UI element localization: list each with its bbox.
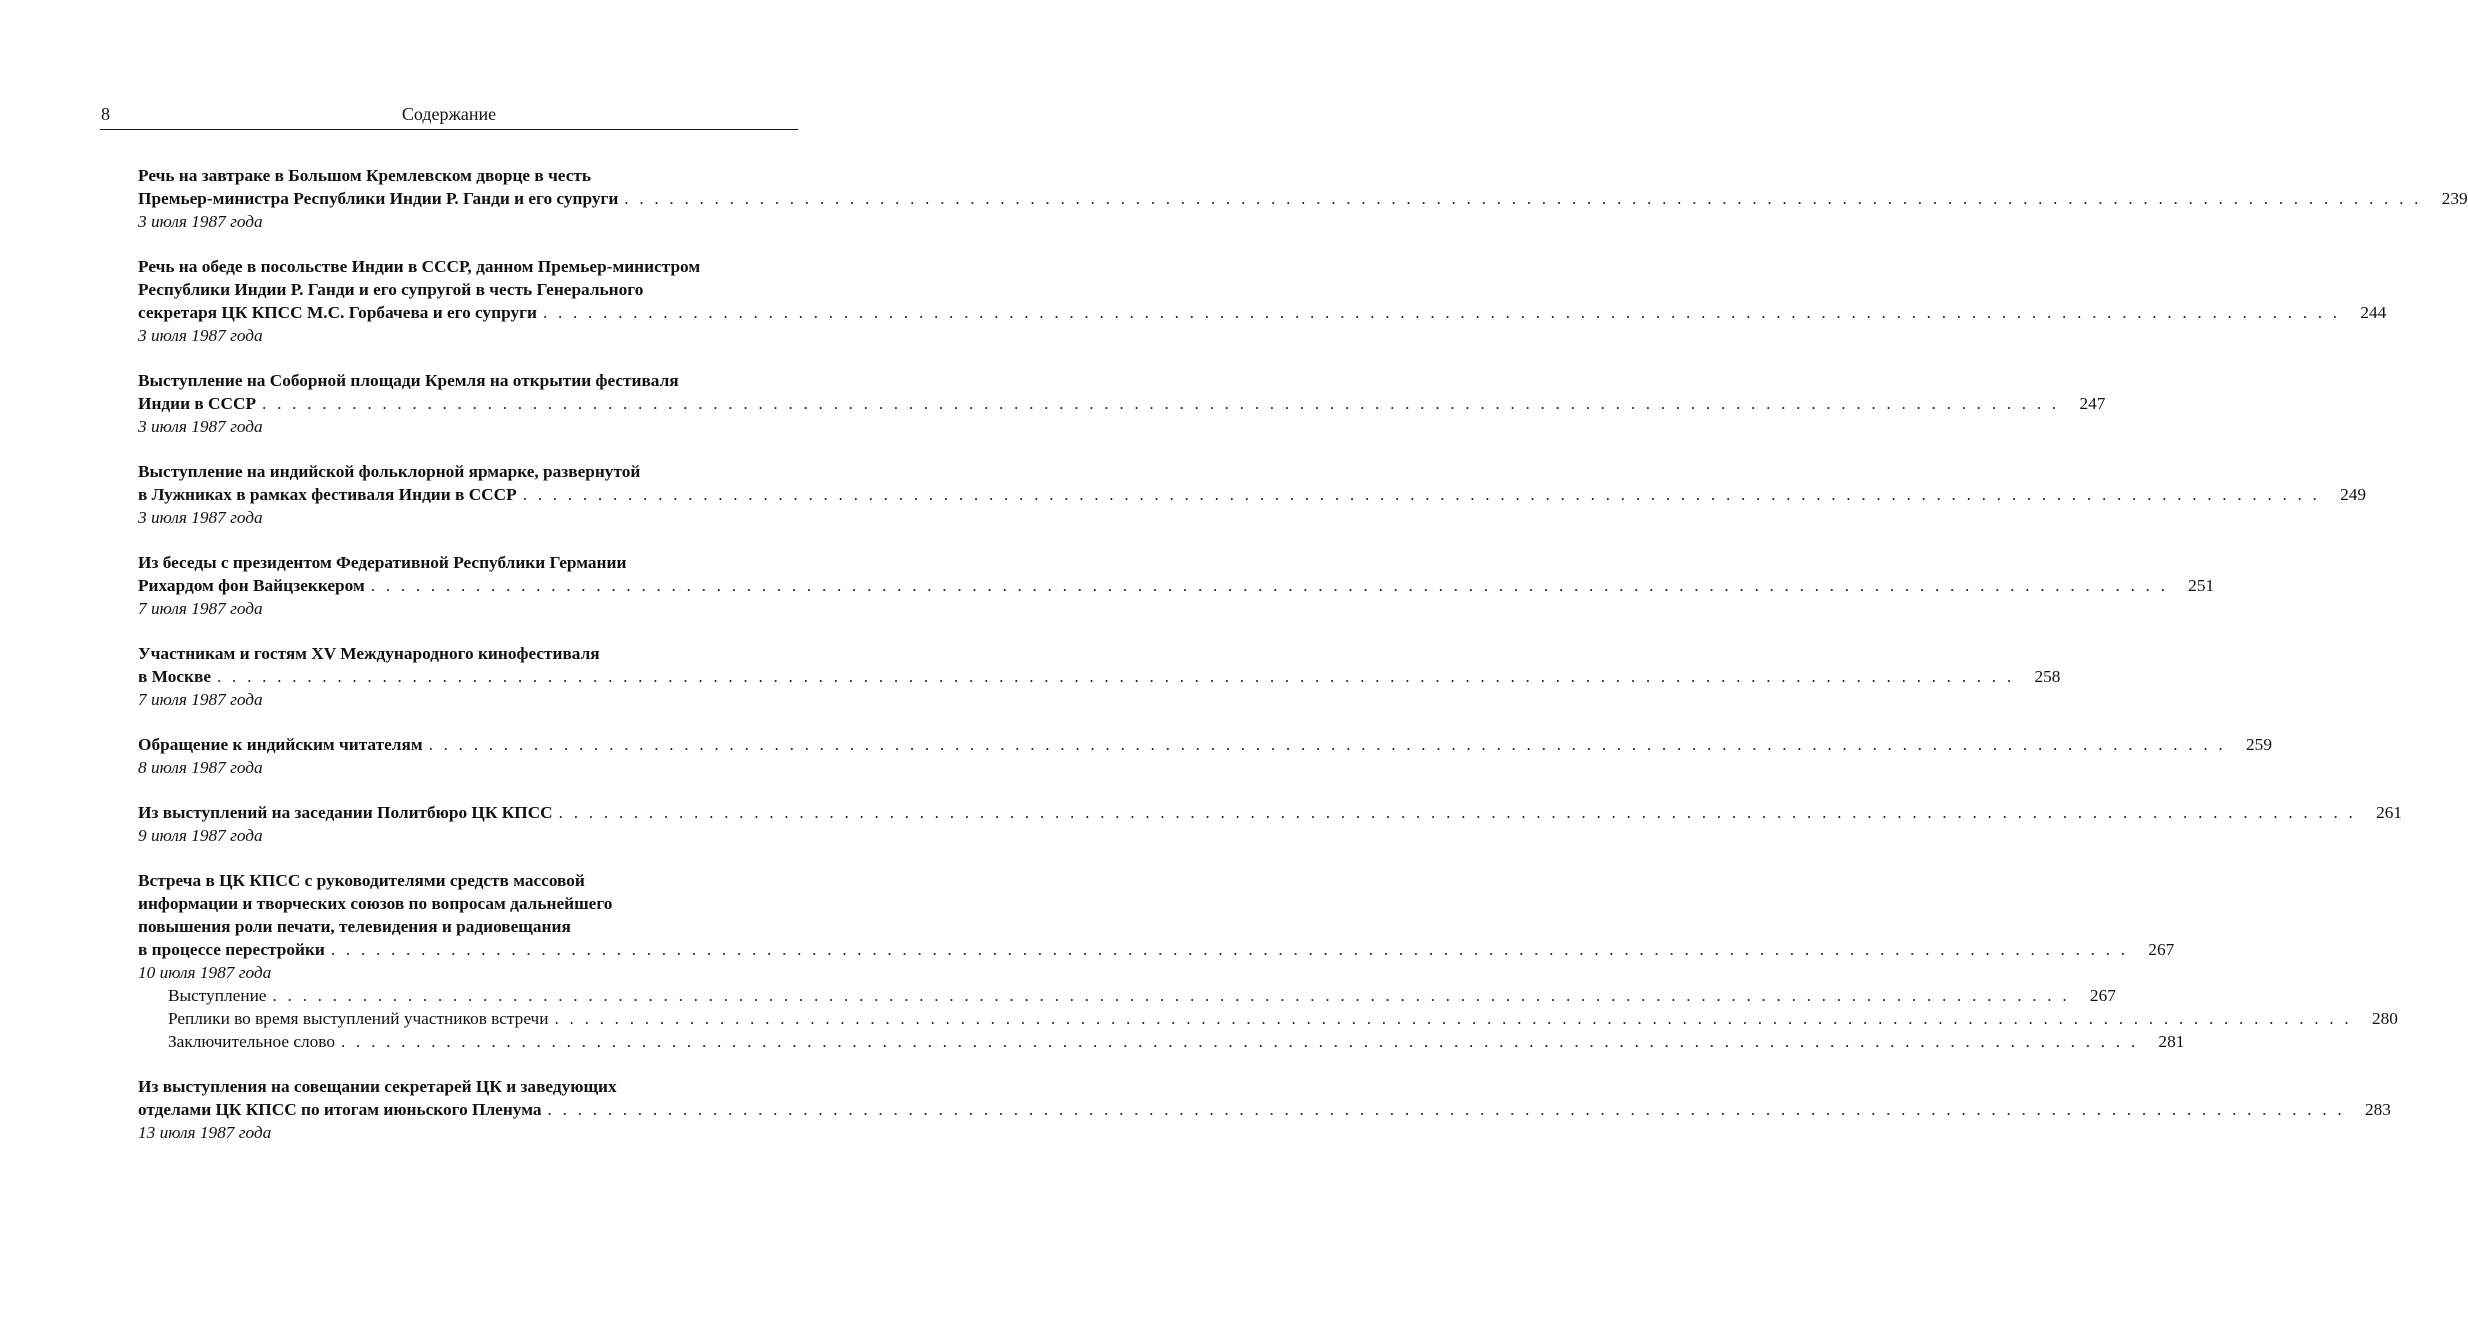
toc-subentry-label: Выступление [168, 986, 267, 1005]
toc-page-number: 247 [2079, 394, 2106, 413]
toc-entry [138, 551, 2215, 620]
toc-entry [138, 460, 2367, 529]
page-number: 8 [101, 104, 110, 124]
dot-leader: . . . . . . . . . . . . . . . . . . . . . . . . . . . . . . . . . . . . . . . . . . . . . . . . . . . . . . . . . . . . . . . . . . . . . . . . . . . . . . . . . . . . . . . . . . . . . . . . . . . . . . . . . . . . . . . . . . . . . . . . [542, 303, 2341, 322]
toc-page-number: 259 [2246, 735, 2272, 754]
toc-entry-date: 9 июля 1987 года [138, 826, 263, 845]
dot-leader: . . . . . . . . . . . . . . . . . . . . . . . . . . . . . . . . . . . . . . . . . . . . . . . . . . . . . . . . . . . . . . . . . . . . . . . . . . . . . . . . . . . . . . . . . . . . . . . . . . . . . . . . . . . . . . . . . . . . . . . . [262, 394, 2060, 413]
toc-entry-title-last-line [138, 483, 2367, 506]
toc-entry-title-last-line [138, 938, 2175, 961]
toc-page-number: 281 [2158, 1032, 2185, 1051]
toc-entry-date: 13 июля 1987 года [138, 1123, 272, 1142]
toc-entry-title-line: информации и творческих союзов по вопросам дальнейшего [138, 894, 613, 913]
toc-entry-date: 3 июля 1987 года [138, 326, 263, 345]
toc-entry-title-line: Речь на завтраке в Большом Кремлевском дворце в честь [138, 166, 591, 185]
toc-entry [138, 369, 2106, 438]
toc-entry-title-line: Речь на обеде в посольстве Индии в СССР, данном Премьер-министром [138, 257, 701, 276]
dot-leader: . . . . . . . . . . . . . . . . . . . . . . . . . . . . . . . . . . . . . . . . . . . . . . . . . . . . . . . . . . . . . . . . . . . . . . . . . . . . . . . . . . . . . . . . . . . . . . . . . . . . . . . . . . . . . . . . . . . . . . . . [330, 940, 2129, 959]
toc-entry-title-text: Рихардом фон Вайцзеккером [138, 576, 365, 595]
dot-leader: . . . . . . . . . . . . . . . . . . . . . . . . . . . . . . . . . . . . . . . . . . . . . . . . . . . . . . . . . . . . . . . . . . . . . . . . . . . . . . . . . . . . . . . . . . . . . . . . . . . . . . . . . . . . . . . . . . . . . . . . [340, 1032, 2139, 1051]
toc-entry-date: 8 июля 1987 года [138, 758, 263, 777]
toc-entry-title-last-line [138, 392, 2106, 415]
toc-page-number: 251 [2188, 576, 2215, 595]
toc-subentry [138, 1030, 2185, 1053]
dot-leader: . . . . . . . . . . . . . . . . . . . . . . . . . . . . . . . . . . . . . . . . . . . . . . . . . . . . . . . . . . . . . . . . . . . . . . . . . . . . . . . . . . . . . . . . . . . . . . . . . . . . . . . . . . . . . . . . . . . . . . . . [217, 667, 2015, 686]
toc-subentry-label: Реплики во время выступлений участников встречи [168, 1009, 549, 1028]
toc-entry-title-line: Из беседы с президентом Федеративной Республики Германии [138, 553, 627, 572]
toc-page-number: 267 [2148, 940, 2175, 959]
toc-entry-title-text: в Лужниках в рамках фестиваля Индии в СССР [138, 485, 517, 504]
toc-entry [138, 255, 2387, 347]
toc-page-number: 244 [2360, 303, 2387, 322]
toc-entry-title-line: Встреча в ЦК КПСС с руководителями средств массовой [138, 871, 585, 890]
toc-page-number: 249 [2340, 485, 2367, 504]
toc-entry-title-line: повышения роли печати, телевидения и радиовещания [138, 917, 571, 936]
toc-entry-title-last-line [138, 665, 2061, 688]
running-header [100, 103, 798, 130]
toc-entry-title-line: Республики Индии Р. Ганди и его супругой в честь Генерального [138, 280, 644, 299]
toc-entry-title-text: Индии в СССР [138, 394, 257, 413]
toc-entry-date: 3 июля 1987 года [138, 508, 263, 527]
toc-entry-title-last-line [138, 1098, 2391, 1121]
toc-entry-title-text: в процессе перестройки [138, 940, 325, 959]
toc-entry-date: 3 июля 1987 года [138, 417, 263, 436]
running-title: Содержание [401, 104, 497, 124]
dot-leader: . . . . . . . . . . . . . . . . . . . . . . . . . . . . . . . . . . . . . . . . . . . . . . . . . . . . . . . . . . . . . . . . . . . . . . . . . . . . . . . . . . . . . . . . . . . . . . . . . . . . . . . . . . . . . . . . . . . . . . . . [272, 986, 2070, 1005]
toc-entry-title-text: Премьер-министра Республики Индии Р. Ганди и его супруги [138, 189, 619, 208]
toc-entry-date: 7 июля 1987 года [138, 690, 263, 709]
toc-entry [138, 642, 2061, 711]
toc-entry-title-line: Выступление на индийской фольклорной ярмарке, развернутой [138, 462, 641, 481]
dot-leader: . . . . . . . . . . . . . . . . . . . . . . . . . . . . . . . . . . . . . . . . . . . . . . . . . . . . . . . . . . . . . . . . . . . . . . . . . . . . . . . . . . . . . . . . . . . . . . . . . . . . . . . . . . . . . . . . . . . . . . . . [547, 1100, 2345, 1119]
toc-entry-title-text: в Москве [138, 667, 212, 686]
toc-entry-title-text: Из выступлений на заседании Политбюро ЦК КПСС [138, 803, 553, 822]
toc-entry-title-last-line [138, 187, 2468, 210]
toc-entry-title-text: Обращение к индийским читателям [138, 735, 423, 754]
toc-entry [138, 164, 2468, 233]
toc-entry-title-last-line [138, 733, 2272, 756]
toc-entry-title-last-line [138, 801, 2403, 824]
toc-subentry-label: Заключительное слово [168, 1032, 335, 1051]
toc-page-number: 280 [2371, 1009, 2398, 1028]
toc-entry [138, 801, 2403, 847]
toc-entry-date: 3 июля 1987 года [138, 212, 263, 231]
toc-page-number: 239 [2441, 189, 2468, 208]
table-of-contents [138, 164, 2468, 1166]
toc-page-number: 258 [2034, 667, 2061, 686]
toc-entry-title-line: Выступление на Соборной площади Кремля на открытии фестиваля [138, 371, 679, 390]
toc-entry [138, 869, 2398, 1053]
toc-subentry [138, 1007, 2398, 1030]
dot-leader: . . . . . . . . . . . . . . . . . . . . . . . . . . . . . . . . . . . . . . . . . . . . . . . . . . . . . . . . . . . . . . . . . . . . . . . . . . . . . . . . . . . . . . . . . . . . . . . . . . . . . . . . . . . . . . . . . . . . . . . . [554, 1009, 2352, 1028]
toc-page-number: 267 [2089, 986, 2116, 1005]
toc-entry [138, 1075, 2391, 1144]
dot-leader: . . . . . . . . . . . . . . . . . . . . . . . . . . . . . . . . . . . . . . . . . . . . . . . . . . . . . . . . . . . . . . . . . . . . . . . . . . . . . . . . . . . . . . . . . . . . . . . . . . . . . . . . . . . . . . . . . . . . . . . . [428, 735, 2226, 754]
toc-entry-title-text: секретаря ЦК КПСС М.С. Горбачева и его супруги [138, 303, 537, 322]
dot-leader: . . . . . . . . . . . . . . . . . . . . . . . . . . . . . . . . . . . . . . . . . . . . . . . . . . . . . . . . . . . . . . . . . . . . . . . . . . . . . . . . . . . . . . . . . . . . . . . . . . . . . . . . . . . . . . . . . . . . . . . . [370, 576, 2169, 595]
toc-page-number: 261 [2376, 803, 2403, 822]
toc-entry-title-line: Из выступления на совещании секретарей ЦК и заведующих [138, 1077, 617, 1096]
toc-subentry [138, 984, 2116, 1007]
toc-entry-date: 7 июля 1987 года [138, 599, 263, 618]
toc-entry-title-last-line [138, 301, 2387, 324]
toc-entry-title-line: Участникам и гостям XV Международного кинофестиваля [138, 644, 600, 663]
dot-leader: . . . . . . . . . . . . . . . . . . . . . . . . . . . . . . . . . . . . . . . . . . . . . . . . . . . . . . . . . . . . . . . . . . . . . . . . . . . . . . . . . . . . . . . . . . . . . . . . . . . . . . . . . . . . . . . . . . . . . . . . [624, 189, 2422, 208]
toc-entry-title-text: отделами ЦК КПСС по итогам июньского Пленума [138, 1100, 542, 1119]
dot-leader: . . . . . . . . . . . . . . . . . . . . . . . . . . . . . . . . . . . . . . . . . . . . . . . . . . . . . . . . . . . . . . . . . . . . . . . . . . . . . . . . . . . . . . . . . . . . . . . . . . . . . . . . . . . . . . . . . . . . . . . . [558, 803, 2357, 822]
toc-entry-date: 10 июля 1987 года [138, 963, 272, 982]
toc-page-number: 283 [2364, 1100, 2391, 1119]
toc-entry [138, 733, 2272, 779]
dot-leader: . . . . . . . . . . . . . . . . . . . . . . . . . . . . . . . . . . . . . . . . . . . . . . . . . . . . . . . . . . . . . . . . . . . . . . . . . . . . . . . . . . . . . . . . . . . . . . . . . . . . . . . . . . . . . . . . . . . . . . . . [522, 485, 2321, 504]
toc-entry-title-last-line [138, 574, 2215, 597]
